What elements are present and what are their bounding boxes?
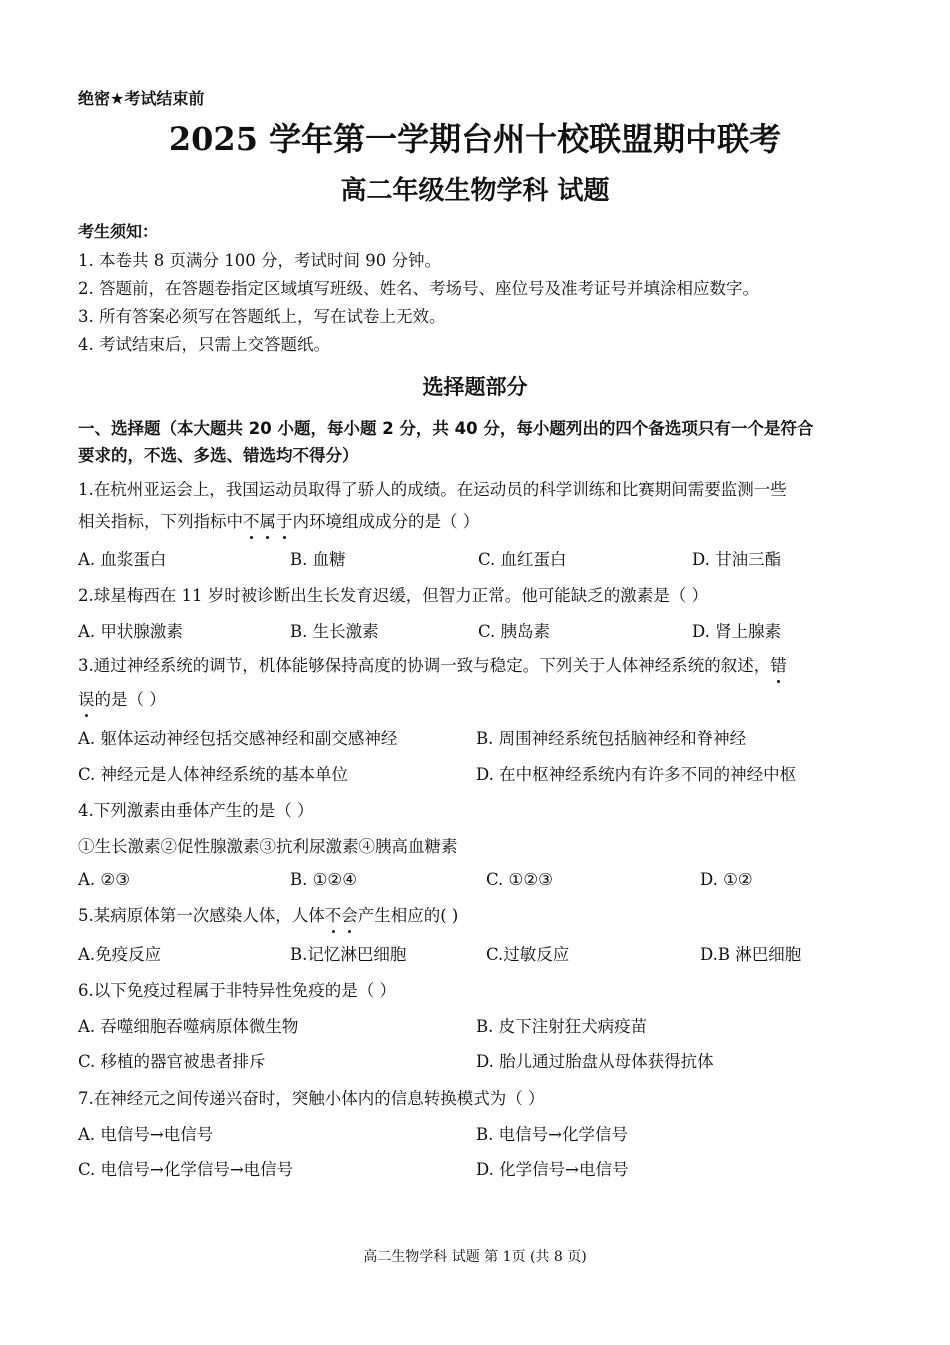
q5-option-a: A.免疫反应 [78,945,162,964]
q2-option-b: B. 生长激素 [290,622,379,641]
q6-option-b: B. 皮下注射狂犬病疫苗 [476,1017,648,1036]
q7-option-b: B. 电信号→化学信号 [476,1125,628,1144]
q5-emphasis-char: 会 [341,902,358,926]
q6-option-a: A. 吞噬细胞吞噬病原体微生物 [78,1017,299,1036]
q1-option-c: C. 血红蛋白 [478,550,567,569]
q3-stem-line2 [78,686,166,710]
q5-stem-pre: 5.某病原体第一次感染人体，人体 [78,906,325,925]
q2-option-a: A. 甲状腺激素 [78,622,183,641]
exam-title: 2025 学年第一学期台州十校联盟期中联考 [168,120,782,158]
q2-stem: 2.球星梅西在 11 岁时被诊断出生长发育迟缓，但智力正常。他可能缺乏的激素是（ ） [78,586,708,605]
q6-option-d: D. 胎儿通过胎盘从母体获得抗体 [476,1052,714,1071]
q4-option-d: D. ①② [700,870,753,889]
q4-stem: 4.下列激素由垂体产生的是（ ） [78,801,314,820]
q3-stem-line1 [78,652,787,676]
q5-stem [78,902,458,926]
notice-item-4: 4. 考试结束后，只需上交答题纸。 [78,335,330,354]
exam-subtitle: 高二年级生物学科 试题 [340,176,610,206]
q1-option-b: B. 血糖 [290,550,346,569]
q6-option-c: C. 移植的器官被患者排斥 [78,1052,266,1071]
q1-stem-post: 内环境组成成分的是（ ） [292,512,480,531]
q5-stem-post: 产生相应的( ) [357,906,459,925]
section-instruction-line2: 要求的，不选、多选、错选均不得分） [78,446,359,465]
q5-emphasis-char: 不 [325,902,342,926]
notice-item-1: 1. 本卷共 8 页满分 100 分，考试时间 90 分钟。 [78,251,441,270]
notice-item-3: 3. 所有答案必须写在答题纸上，写在试卷上无效。 [78,307,446,326]
q3-stem-post: 的是（ ） [94,690,166,709]
q1-stem-pre: 相关指标，下列指标中 [78,512,243,531]
q1-emphasis-char: 于 [276,508,293,532]
q7-option-a: A. 电信号→电信号 [78,1125,214,1144]
q1-option-a: A. 血浆蛋白 [78,550,167,569]
q5-option-d: D.B 淋巴细胞 [700,945,802,964]
q7-stem: 7.在神经元之间传递兴奋时，突触小体内的信息转换模式为（ ） [78,1089,545,1108]
q1-stem-line2 [78,508,479,532]
q7-option-d: D. 化学信号→电信号 [476,1160,629,1179]
notice-item-2: 2. 答题前，在答题卷指定区域填写班级、姓名、考场号、座位号及准考证号并填涂相应数字。 [78,279,759,298]
q2-option-d: D. 肾上腺素 [692,622,782,641]
q1-option-d: D. 甘油三酯 [692,550,782,569]
q1-stem-line1: 1.在杭州亚运会上，我国运动员取得了骄人的成绩。在运动员的科学训练和比赛期间需要监测一些 [78,480,787,499]
q4-option-c: C. ①②③ [486,870,553,889]
q4-option-b: B. ①②④ [290,870,357,889]
q4-items: ①生长激素②促性腺激素③抗利尿激素④胰高血糖素 [78,837,458,856]
q3-option-a: A. 躯体运动神经包括交感神经和副交感神经 [78,729,398,748]
q3-stem-pre: 3.通过神经系统的调节，机体能够保持高度的协调一致与稳定。下列关于人体神经系统的叙述， [78,656,771,675]
q2-option-c: C. 胰岛素 [478,622,551,641]
section-instruction-line1: 一、选择题（本大题共 20 小题，每小题 2 分，共 40 分，每小题列出的四个备选项只有一个是符合 [78,419,814,438]
q3-option-b: B. 周围神经系统包括脑神经和脊神经 [476,729,747,748]
q5-option-b: B.记忆淋巴细胞 [290,945,407,964]
q7-option-c: C. 电信号→化学信号→电信号 [78,1160,294,1179]
q4-option-a: A. ②③ [78,870,130,889]
q6-stem: 6.以下免疫过程属于非特异性免疫的是（ ） [78,981,396,1000]
confidential-label: 绝密★考试结束前 [78,89,205,108]
q3-option-c: C. 神经元是人体神经系统的基本单位 [78,765,349,784]
q1-emphasis-char: 不 [243,508,260,532]
section-title: 选择题部分 [422,374,528,399]
q1-emphasis-char: 属 [260,508,277,532]
q3-emphasis-char: 错 [770,652,787,676]
q5-option-c: C.过敏反应 [486,945,570,964]
notice-title: 考生须知： [78,222,159,241]
q3-emphasis-char: 误 [78,686,95,710]
q3-option-d: D. 在中枢神经系统内有许多不同的神经中枢 [476,765,797,784]
page-footer: 高二生物学科 试题 第 1页 (共 8 页) [363,1249,587,1265]
